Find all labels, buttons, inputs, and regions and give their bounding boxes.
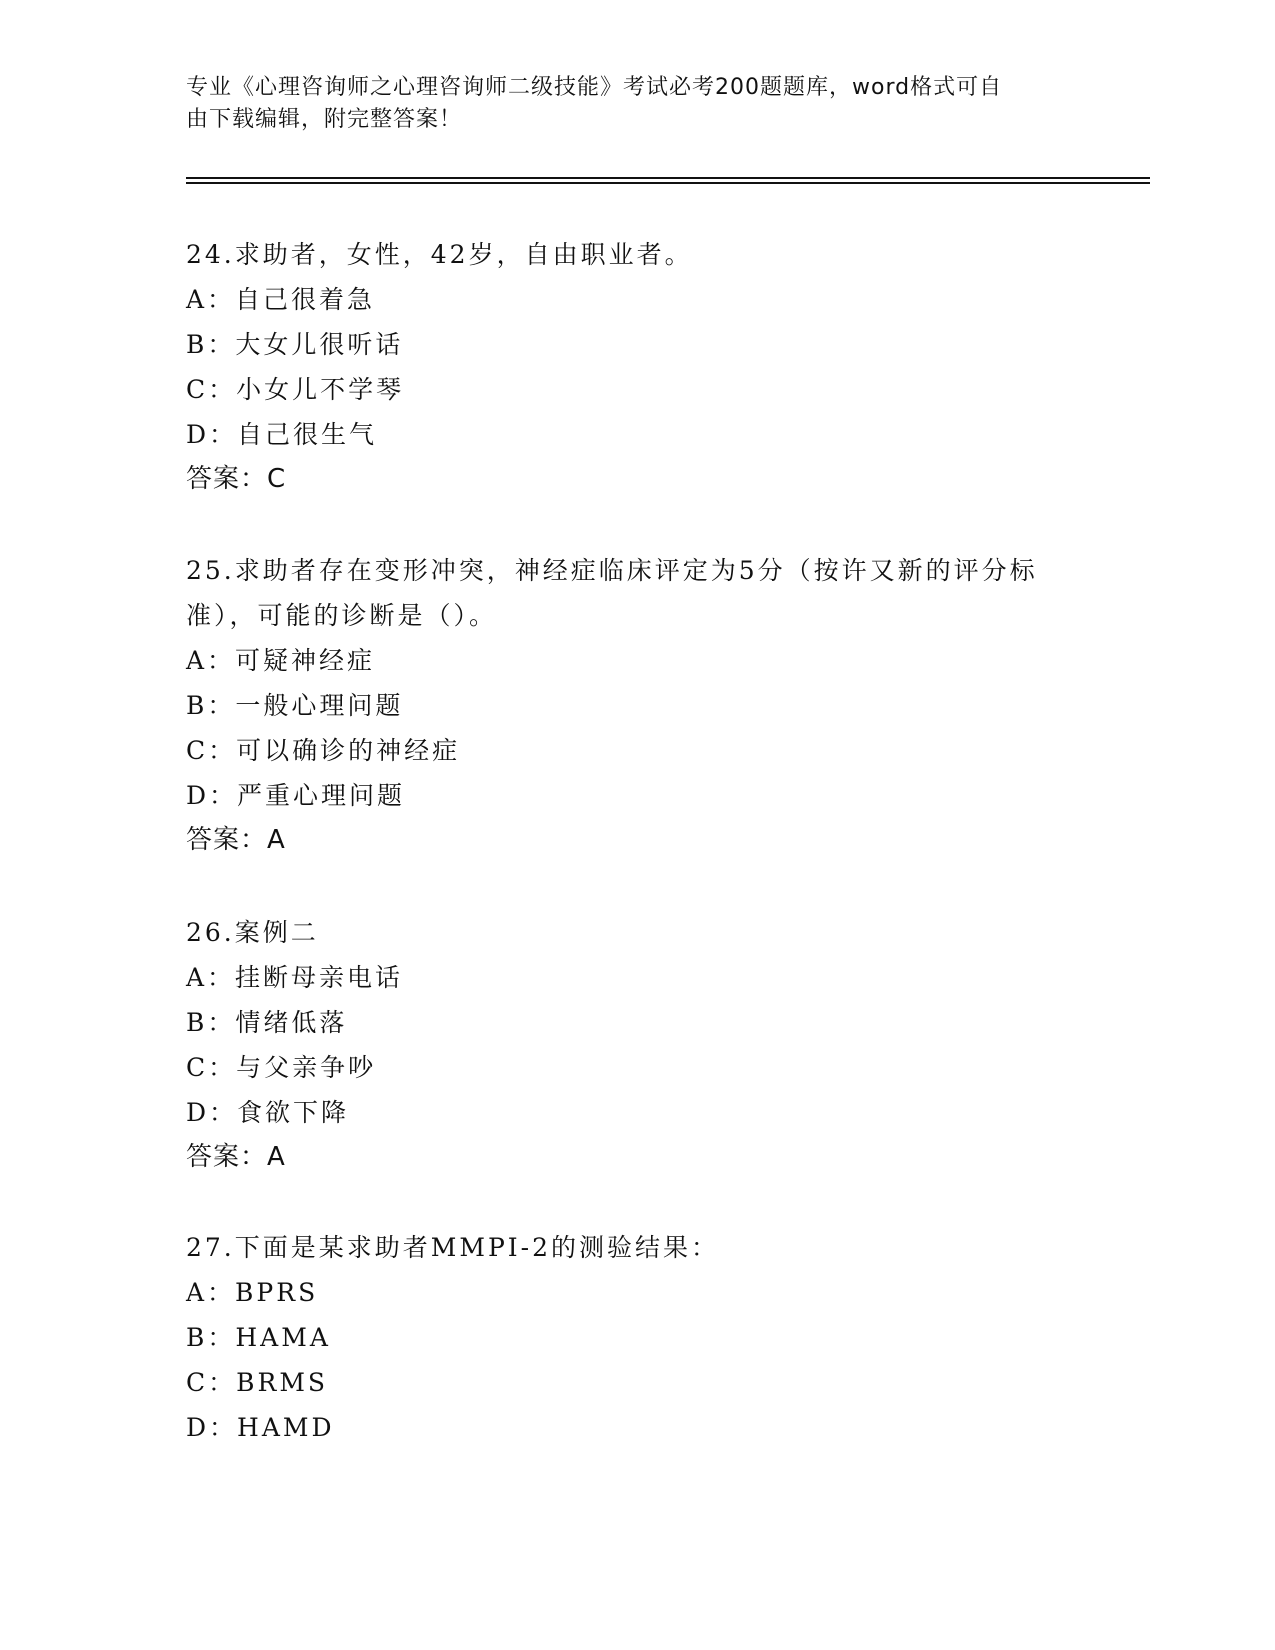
- document-header: [186, 72, 1086, 136]
- header-line-1: 专业《心理咨询师之心理咨询师二级技能》考试必考200题题库，word格式可自: [186, 75, 1003, 100]
- option-d: D：严重心理问题: [186, 781, 406, 810]
- question-24: [186, 232, 1086, 502]
- header-line-2: 由下载编辑，附完整答案！: [186, 107, 463, 132]
- answer: 答案：C: [186, 464, 287, 494]
- option-d: D：自己很生气: [186, 420, 378, 449]
- answer: 答案：A: [186, 1142, 286, 1172]
- option-a: A：自己很着急: [186, 285, 376, 314]
- question-27: [186, 1225, 1086, 1450]
- option-a: A：挂断母亲电话: [186, 963, 404, 992]
- question-stem-line-2: 准），可能的诊断是（）。: [186, 601, 498, 630]
- option-c: C：可以确诊的神经症: [186, 736, 461, 765]
- option-d: D：食欲下降: [186, 1098, 350, 1127]
- option-c: C：BRMS: [186, 1368, 329, 1397]
- option-c: C：小女儿不学琴: [186, 375, 405, 404]
- option-a: A：可疑神经症: [186, 646, 376, 675]
- answer: 答案：A: [186, 825, 286, 855]
- question-stem: 27.下面是某求助者MMPI-2的测验结果：: [186, 1233, 720, 1262]
- option-a: A：BPRS: [186, 1278, 319, 1307]
- question-stem-line-1: 25.求助者存在变形冲突，神经症临床评定为5分（按许又新的评分标: [186, 556, 1038, 585]
- option-b: B：HAMA: [186, 1323, 331, 1352]
- option-b: B：一般心理问题: [186, 691, 404, 720]
- header-divider-top: [186, 177, 1150, 179]
- option-c: C：与父亲争吵: [186, 1053, 377, 1082]
- question-26: [186, 910, 1086, 1180]
- option-d: D：HAMD: [186, 1413, 335, 1442]
- question-stem: 26.案例二: [186, 918, 319, 947]
- header-divider-bottom: [186, 182, 1150, 184]
- option-b: B：大女儿很听话: [186, 330, 404, 359]
- option-b: B：情绪低落: [186, 1008, 348, 1037]
- question-25: [186, 548, 1086, 863]
- question-stem: 24.求助者，女性，42岁，自由职业者。: [186, 240, 693, 269]
